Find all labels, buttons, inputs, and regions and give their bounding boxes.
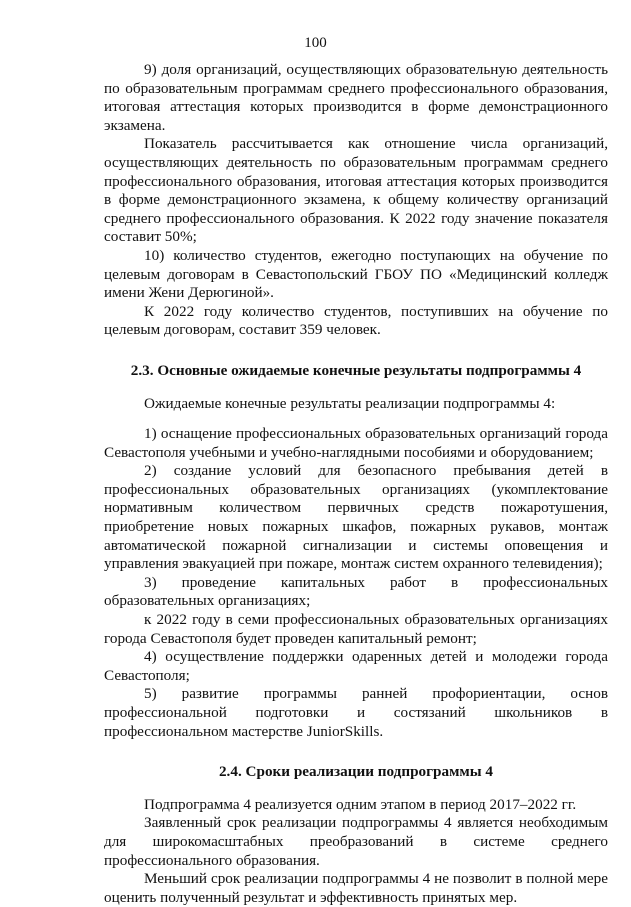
paragraph: Меньший срок реализации подпрограммы 4 не позволит в полной мере оценить полученный результат и эффективность принятых мер. xyxy=(104,870,608,906)
section-heading-2-4: 2.4. Сроки реализации подпрограммы 4 xyxy=(218,763,494,781)
page-number: 100 xyxy=(304,35,327,51)
paragraph: 9) доля организаций, осуществляющих образовательную деятельность по образовательным программам среднего профессионального образования, итоговая аттестация которых производится в форме демонстрационного экзамена. xyxy=(104,61,608,134)
paragraph: Показатель рассчитывается как отношение числа организаций, осуществляющих деятельность по образовательным программам среднего профессионального образования, итоговая аттестация которых производится в форме демонстрационного экзамена, к общему количеству организаций среднего профессионального образования. К 2022 году значение показателя составит 50%; xyxy=(104,135,608,246)
section-lead: Ожидаемые конечные результаты реализации подпрограммы 4: xyxy=(144,394,556,412)
paragraph: Заявленный срок реализации подпрограммы 4 является необходимым для широкомасштабных преобразований в системе среднего профессионального образования. xyxy=(104,814,608,869)
page-body xyxy=(104,61,608,907)
paragraph: Подпрограмма 4 реализуется одним этапом в период 2017–2022 гг. xyxy=(144,795,577,813)
section-heading-2-3: 2.3. Основные ожидаемые конечные результаты подпрограммы 4 xyxy=(130,361,582,379)
list-item: 1) оснащение профессиональных образовательных организаций города Севастополя учебными и учебно-наглядными пособиями и оборудованием; xyxy=(104,425,608,461)
list-item: 5) развитие программы ранней профориентации, основ профессиональной подготовки и состязаний школьников в профессиональном мастерстве JuniorSkills. xyxy=(104,685,608,740)
list-item: 3) проведение капитальных работ в профессиональных образовательных организациях; xyxy=(104,573,608,610)
list-item: к 2022 году в семи профессиональных образовательных организациях города Севастополя будет проведен капитальный ремонт; xyxy=(104,611,608,647)
paragraph: 10) количество студентов, ежегодно поступающих на обучение по целевым договорам в Севастопольский ГБОУ ПО «Медицинский колледж имени Жени Дерюгиной». xyxy=(104,246,608,302)
list-item: 4) осуществление поддержки одаренных детей и молодежи города Севастополя; xyxy=(104,648,608,684)
paragraph: К 2022 году количество студентов, поступивших на обучение по целевым договорам, составит 359 человек. xyxy=(104,302,608,339)
list-item: 2) создание условий для безопасного пребывания детей в профессиональных образовательных организациях (укомплектование нормативным количеством первичных средств пожаротушения, приобретение новых пожарных шкафов, пожарных рукавов, монтаж автоматической пожарной сигнализации и системы оповещения и управления эвакуацией при пожаре, монтаж систем охранного телевидения); xyxy=(104,462,608,573)
